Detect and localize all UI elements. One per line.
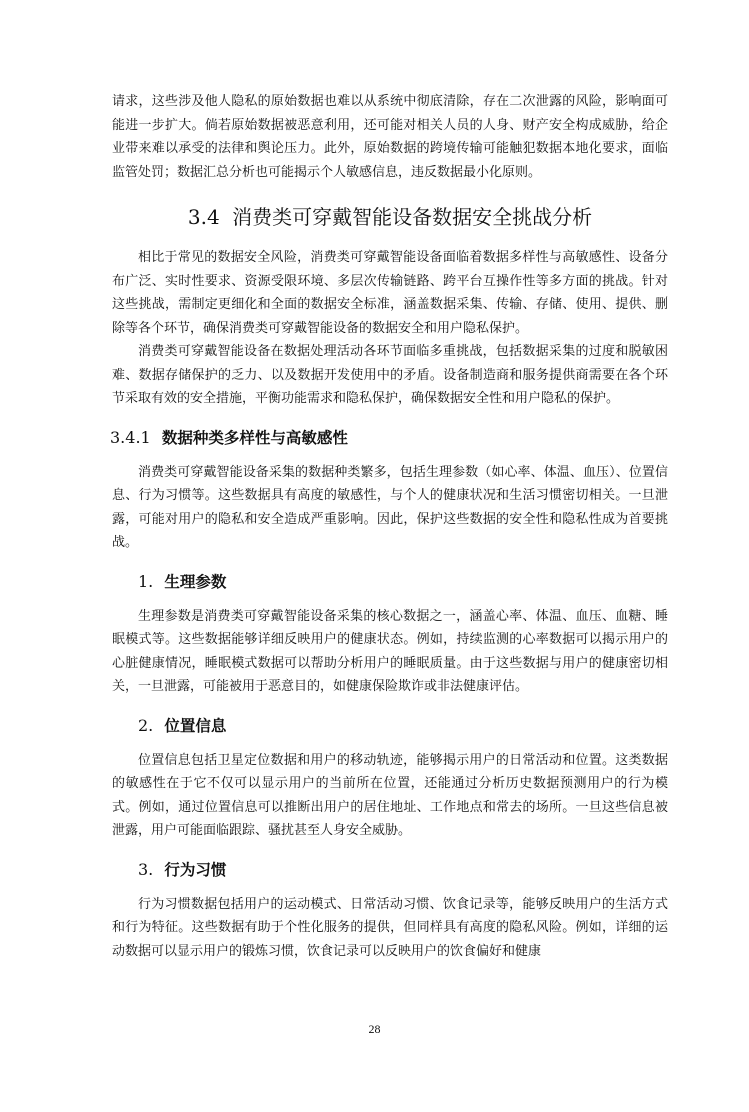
- subsection-title: 数据种类多样性与高敏感性: [161, 428, 348, 447]
- item-title: 位置信息: [164, 716, 227, 735]
- body-paragraph: 相比于常见的数据安全风险，消费类可穿戴智能设备面临着数据多样性与高敏感性、设备分布广泛、实时性要求、资源受限环境、多层次传输链路、跨平台互操作性等多方面的挑战。针对这些挑战，需制定更细化和全面的数据安全标准，涵盖数据采集、传输、存储、使用、提供、删除等各个环节，确保消费类可穿戴智能设备的数据安全和用户隐私保护。: [112, 250, 668, 336]
- item-number: 2.: [138, 715, 154, 735]
- item-heading: [138, 713, 668, 739]
- item-title: 行为习惯: [164, 860, 227, 879]
- body-paragraph: 请求，这些涉及他人隐私的原始数据也难以从系统中彻底清除，存在二次泄露的风险，影响面可能进一步扩大。倘若原始数据被恶意利用，还可能对相关人员的人身、财产安全构成威胁，给企业带来难以承受的法律和舆论压力。此外，原始数据的跨境传输可能触犯数据本地化要求，面临监管处罚；数据汇总分析也可能揭示个人敏感信息，违反数据最小化原则。: [112, 94, 668, 180]
- page-number: 28: [368, 1022, 381, 1036]
- body-paragraph: 行为习惯数据包括用户的运动模式、日常活动习惯、饮食记录等，能够反映用户的生活方式和行为特征。这些数据有助于个性化服务的提供，但同样具有高度的隐私风险。例如，详细的运动数据可以显示用户的锻炼习惯，饮食记录可以反映用户的饮食偏好和健康: [112, 896, 668, 959]
- body-paragraph: 消费类可穿戴智能设备采集的数据种类繁多，包括生理参数（如心率、体温、血压）、位置信息、行为习惯等。这些数据具有高度的敏感性，与个人的健康状况和生活习惯密切相关。一旦泄露，可能对用户的隐私和安全造成严重影响。因此，保护这些数据的安全性和隐私性成为首要挑战。: [112, 464, 668, 550]
- body-paragraph: 生理参数是消费类可穿戴智能设备采集的核心数据之一，涵盖心率、体温、血压、血糖、睡眠模式等。这些数据能够详细反映用户的健康状态。例如，持续监测的心率数据可以揭示用户的心脏健康情况，睡眠模式数据可以帮助分析用户的睡眠质量。由于这些数据与用户的健康密切相关，一旦泄露，可能被用于恶意目的，如健康保险欺诈或非法健康评估。: [112, 608, 668, 694]
- section-number: 3.4: [187, 205, 220, 229]
- item-heading: [138, 569, 668, 595]
- subsection-heading: [110, 425, 668, 451]
- section-title: 消费类可穿戴智能设备数据安全挑战分析: [232, 205, 593, 229]
- item-number: 3.: [138, 859, 154, 879]
- section-heading: [112, 200, 668, 234]
- body-paragraph: 消费类可穿戴智能设备在数据处理活动各环节面临多重挑战，包括数据采集的过度和脱敏困难、数据存储保护的乏力、以及数据开发使用中的矛盾。设备制造商和服务提供商需要在各个环节采取有效的安全措施，平衡功能需求和隐私保护，确保数据安全性和用户隐私的保护。: [112, 344, 668, 406]
- document-page: [112, 90, 668, 963]
- item-number: 1.: [138, 571, 154, 591]
- item-heading: [138, 857, 668, 883]
- subsection-number: 3.4.1: [110, 427, 151, 447]
- body-paragraph: 位置信息包括卫星定位数据和用户的移动轨迹，能够揭示用户的日常活动和位置。这类数据的敏感性在于它不仅可以显示用户的当前所在位置，还能通过分析历史数据预测用户的行为模式。例如，通过位置信息可以推断出用户的居住地址、工作地点和常去的场所。一旦这些信息被泄露，用户可能面临跟踪、骚扰甚至人身安全威胁。: [112, 752, 668, 838]
- item-title: 生理参数: [164, 572, 227, 591]
